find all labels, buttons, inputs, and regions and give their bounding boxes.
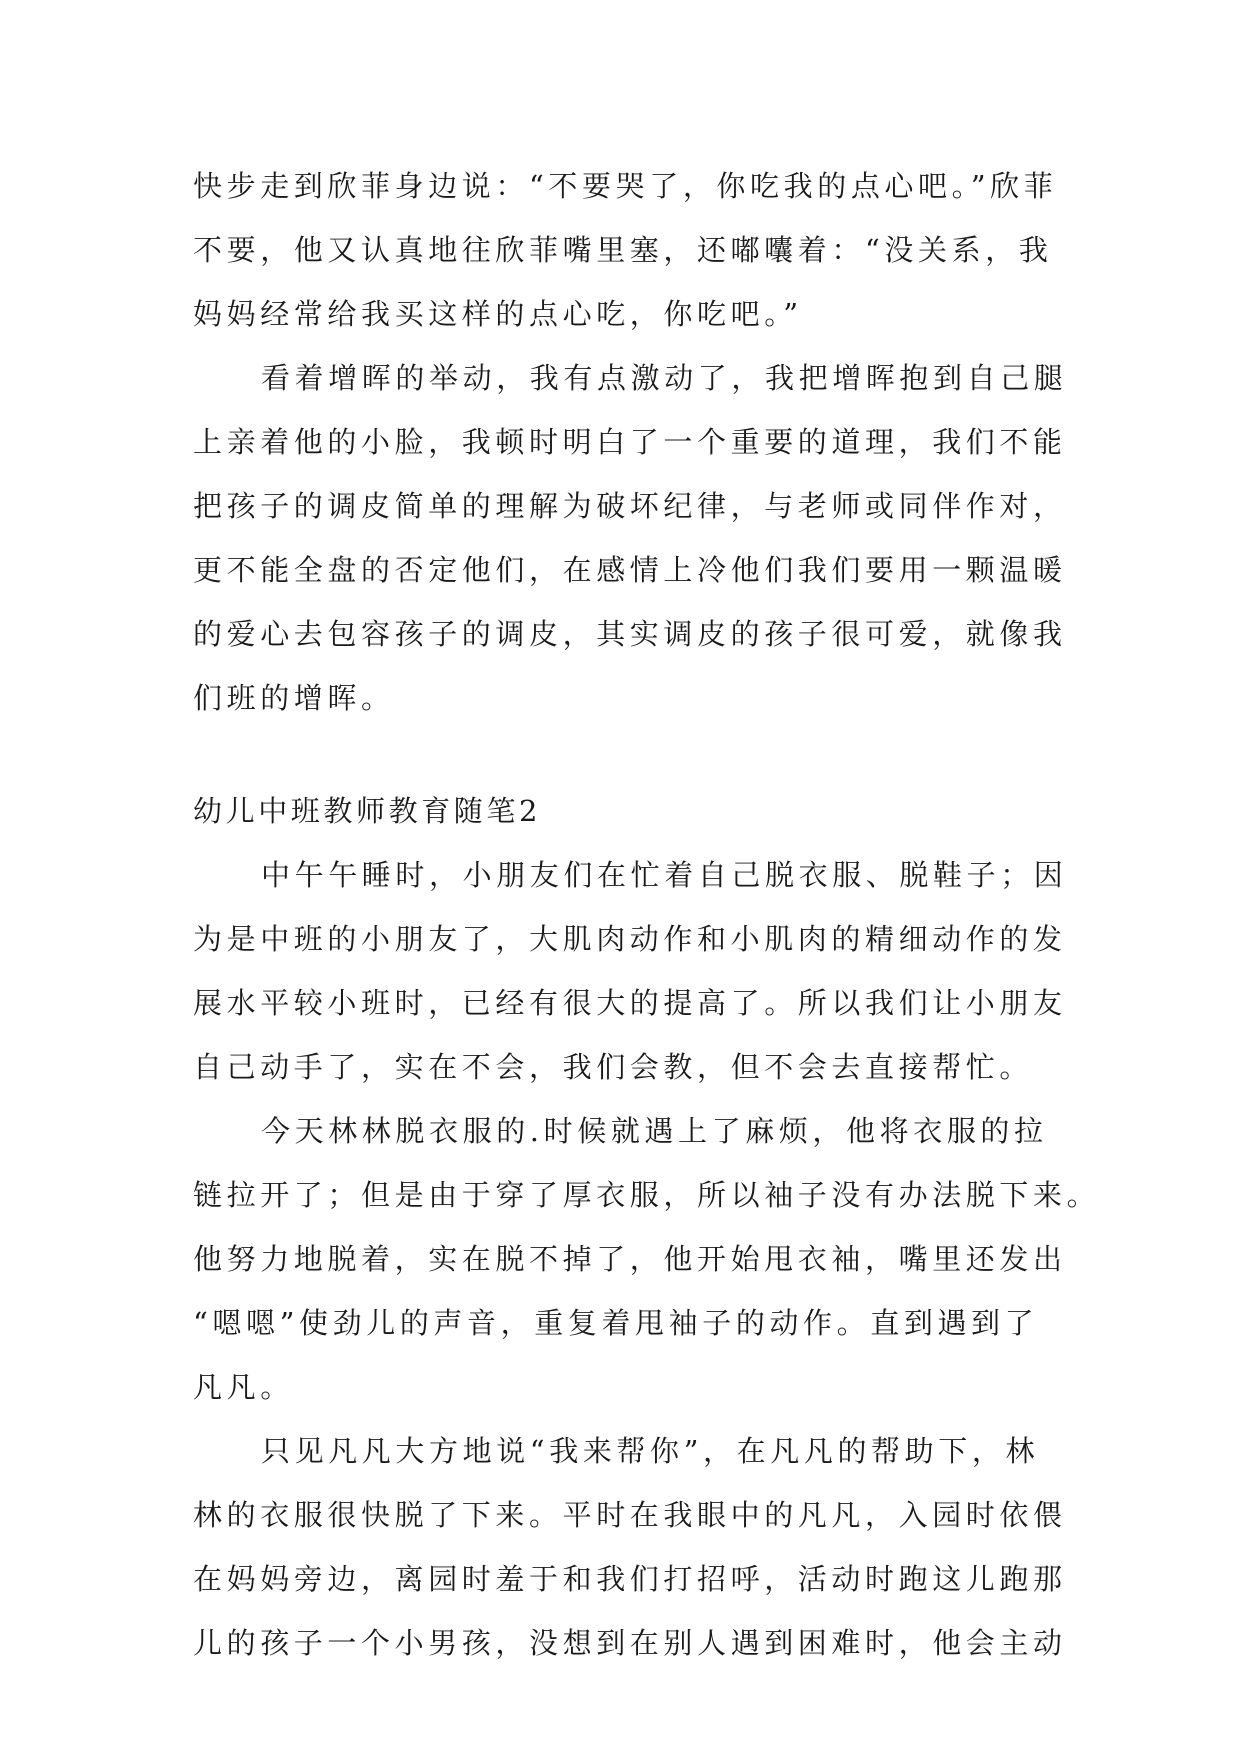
text-line: 的爱心去包容孩子的调皮，其实调皮的孩子很可爱，就像我 [193,617,1067,651]
text-line: 只见凡凡大方地说“我来帮你”，在凡凡的帮助下，林 [261,1434,1040,1468]
document-body [193,154,1101,1675]
text-line: 儿的孩子一个小男孩，没想到在别人遇到困难时，他会主动 [193,1626,1067,1660]
section-gap [193,730,1053,779]
text-line: 为是中班的小朋友了，大肌肉动作和小肌肉的精细动作的发 [193,922,1067,956]
text-line: 凡凡。 [193,1370,294,1404]
text-line: 他努力地脱着，实在脱不掉了，他开始甩衣袖，嘴里还发出 [193,1242,1067,1276]
paragraph [193,1099,1101,1419]
text-line: 链拉开了；但是由于穿了厚衣服，所以袖子没有办法脱下来。 [193,1178,1101,1212]
text-line: 中午午睡时，小朋友们在忙着自己脱衣服、脱鞋子；因 [261,858,1068,892]
text-line: 在妈妈旁边，离园时羞于和我们打招呼，活动时跑这儿跑那 [193,1562,1067,1596]
text-line: 把孩子的调皮简单的理解为破坏纪律，与老师或同伴作对， [193,489,1067,523]
text-line: 林的衣服很快脱了下来。平时在我眼中的凡凡，入园时依偎 [193,1498,1067,1532]
text-line: 上亲着他的小脸，我顿时明白了一个重要的道理，我们不能 [193,425,1067,459]
text-line: 妈妈经常给我买这样的点心吃，你吃吧。” [193,297,803,331]
text-line: “嗯嗯”使劲儿的声音，重复着甩袖子的动作。直到遇到了 [193,1306,1039,1340]
text-line: 们班的增晖。 [193,681,395,715]
section-title: 幼儿中班教师教育随笔2 [193,794,542,828]
paragraph-continued [193,154,1058,346]
text-line: 今天林林脱衣服的.时候就遇上了麻烦，他将衣服的拉 [261,1114,1048,1148]
paragraph [193,843,1068,1099]
text-line: 展水平较小班时，已经有很大的提高了。所以我们让小朋友 [193,986,1067,1020]
text-line: 快步走到欣菲身边说：“不要哭了，你吃我的点心吧。”欣菲 [193,169,1058,203]
text-line: 不要，他又认真地往欣菲嘴里塞，还嘟囔着：“没关系，我 [193,233,1053,267]
text-line: 更不能全盘的否定他们，在感情上冷他们我们要用一颗温暖 [193,553,1067,587]
text-line: 看着增晖的举动，我有点激动了，我把增晖抱到自己腿 [261,361,1068,395]
text-line: 自己动手了，实在不会，我们会教，但不会去直接帮忙。 [193,1050,1034,1084]
paragraph [193,346,1068,730]
paragraph [193,1419,1067,1675]
